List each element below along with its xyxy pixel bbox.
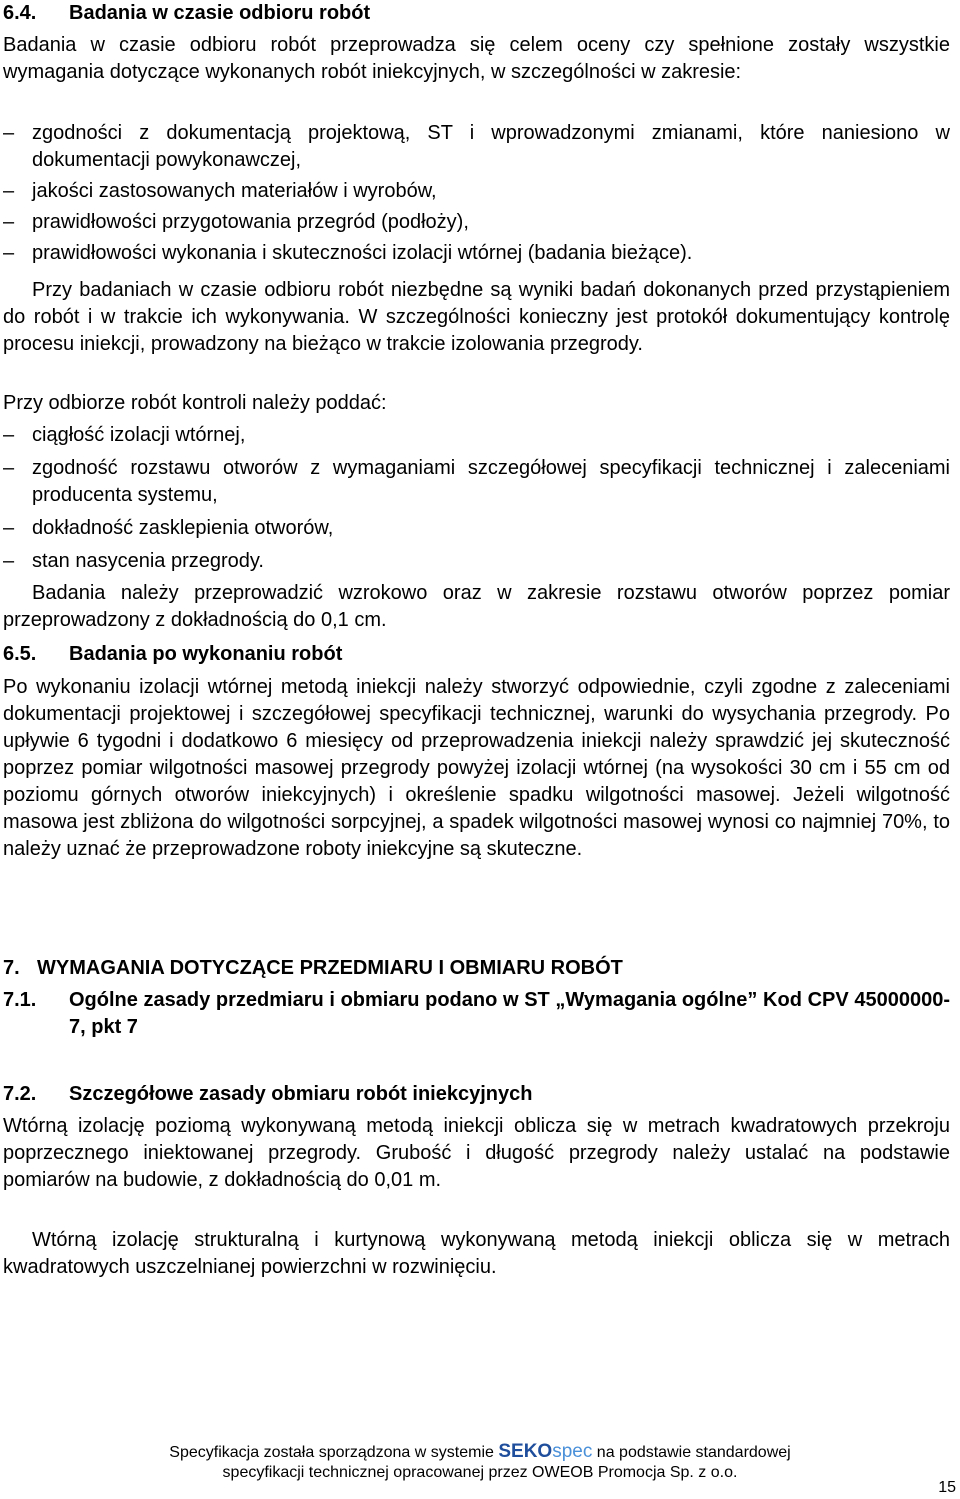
footer-line-1 (0, 1442, 960, 1463)
list-item-text: zgodność rozstawu otworów z wymaganiami szczegółowej specyfikacji technicznej i zaleceniami producenta systemu, (32, 457, 950, 506)
section-7-2-heading (3, 1081, 950, 1108)
section-number: 6.5. (3, 643, 37, 665)
page-footer (0, 1442, 960, 1483)
list-item-text: prawidłowości wykonania i skuteczności izolacji wtórnej (badania bieżące). (32, 242, 693, 264)
dash-marker: – (3, 457, 15, 479)
section-6-5-paragraph: Po wykonaniu izolacji wtórnej metodą iniekcji należy stworzyć odpowiednie, czyli zgodne z zaleceniami dokumentacji projektowej i szczegółowej specyfikacji technicznej, warunki do wysychania przegrody. Po upływie 6 tygodni i dodatkowo 6 miesięcy od przeprowadzenia iniekcji należy sprawdzić jej skuteczność poprzez pomiar wilgotności masowej przegrody powyżej izolacji wtórnej (na wysokości 30 cm i 55 cm od poziomu górnych otworów iniekcyjnych) i określenie spadku wilgotności masowej. Jeżeli wilgotność masowa jest zbliżona do wilgotności sorpcyjnej, a spadek wilgotności masowej wynosi co najmniej 70%, to należy uznać że przeprowadzone roboty iniekcyjne są skuteczne. (3, 676, 950, 860)
dash-marker: – (3, 242, 15, 264)
footer-text: na podstawie standardowej (596, 1444, 791, 1461)
section-title: Ogólne zasady przedmiaru i obmiaru podano w ST „Wymagania ogólne” Kod CPV 45000000-7, pkt 7 (69, 989, 950, 1038)
list-item (3, 178, 950, 205)
section-7-2-paragraph-1: Wtórną izolację poziomą wykonywaną metodą iniekcji oblicza się w metrach kwadratowych przekroju poprzecznego iniektowanej przegrody. Grubość i długość przegrody należy ustalać na podstawie pomiarów na budowie, z dokładnością do 0,01 m. (3, 1115, 950, 1191)
inspection-list (3, 422, 950, 575)
section-title: Szczegółowe zasady obmiaru robót iniekcyjnych (69, 1083, 533, 1105)
section-7-2-paragraph-2: Wtórną izolację strukturalną i kurtynową wykonywaną metodą iniekcji oblicza się w metrach kwadratowych uszczelnianej powierzchni w rozwinięciu. (3, 1229, 950, 1278)
section-number: 6.4. (3, 2, 37, 24)
dash-marker: – (3, 180, 15, 202)
section-title: WYMAGANIA DOTYCZĄCE PRZEDMIARU I OBMIARU ROBÓT (37, 957, 623, 979)
list-item (3, 548, 950, 575)
logo-part: spec (552, 1441, 593, 1462)
list-item (3, 515, 950, 542)
list-item (3, 422, 950, 449)
list-item (3, 455, 950, 509)
dash-marker: – (3, 211, 15, 233)
list-item (3, 120, 950, 174)
logo-part: SEKO (498, 1441, 553, 1462)
section-title: Badania w czasie odbioru robót (69, 2, 371, 24)
list-item-text: ciągłość izolacji wtórnej, (32, 424, 246, 446)
section-7-1-heading (3, 987, 950, 1041)
list-item (3, 240, 950, 267)
section-number: 7. (3, 957, 20, 979)
dash-marker: – (3, 424, 15, 446)
dash-marker: – (3, 122, 15, 144)
section-6-4-heading (3, 0, 950, 27)
footer-line-2: specyfikacji technicznej opracowanej przez OWEOB Promocja Sp. z o.o. (222, 1464, 738, 1481)
list-item (3, 209, 950, 236)
section-title: Badania po wykonaniu robót (69, 643, 343, 665)
section-6-4-intro: Badania w czasie odbioru robót przeprowadza się celem oceny czy spełnione zostały wszystkie wymagania dotyczące wykonanych robót iniekcyjnych, w szczególności w zakresie: (3, 34, 950, 83)
section-number: 7.2. (3, 1083, 37, 1105)
section-6-4-paragraph-2: Przy badaniach w czasie odbioru robót niezbędne są wyniki badań dokonanych przed przystąpieniem do robót i w trakcie ich wykonywania. W szczególności konieczny jest protokół dokumentujący kontrolę procesu iniekcji, prowadzony na bieżąco w trakcie izolowania przegrody. (3, 279, 950, 355)
footer-text: Specyfikacja została sporządzona w systemie (169, 1444, 494, 1461)
page-number: 15 (938, 1479, 956, 1496)
section-6-4-paragraph-3: Przy odbiorze robót kontroli należy poddać: (3, 392, 387, 414)
list-item-text: jakości zastosowanych materiałów i wyrobów, (32, 180, 437, 202)
list-item-text: zgodności z dokumentacją projektową, ST i wprowadzonymi zmianami, które naniesiono w dokumentacji powykonawczej, (32, 122, 950, 171)
section-6-5-heading (3, 641, 950, 668)
dash-marker: – (3, 550, 15, 572)
list-item-text: dokładność zasklepienia otworów, (32, 517, 334, 539)
dash-marker: – (3, 517, 15, 539)
sekospec-logo (498, 1441, 592, 1462)
section-number: 7.1. (3, 989, 37, 1011)
list-item-text: prawidłowości przygotowania przegród (podłoży), (32, 211, 469, 233)
section-7-heading (3, 955, 950, 982)
list-item-text: stan nasycenia przegrody. (32, 550, 264, 572)
section-6-4-paragraph-4: Badania należy przeprowadzić wzrokowo oraz w zakresie rozstawu otworów poprzez pomiar przeprowadzony z dokładnością do 0,1 cm. (3, 582, 950, 631)
scope-list (3, 120, 950, 267)
